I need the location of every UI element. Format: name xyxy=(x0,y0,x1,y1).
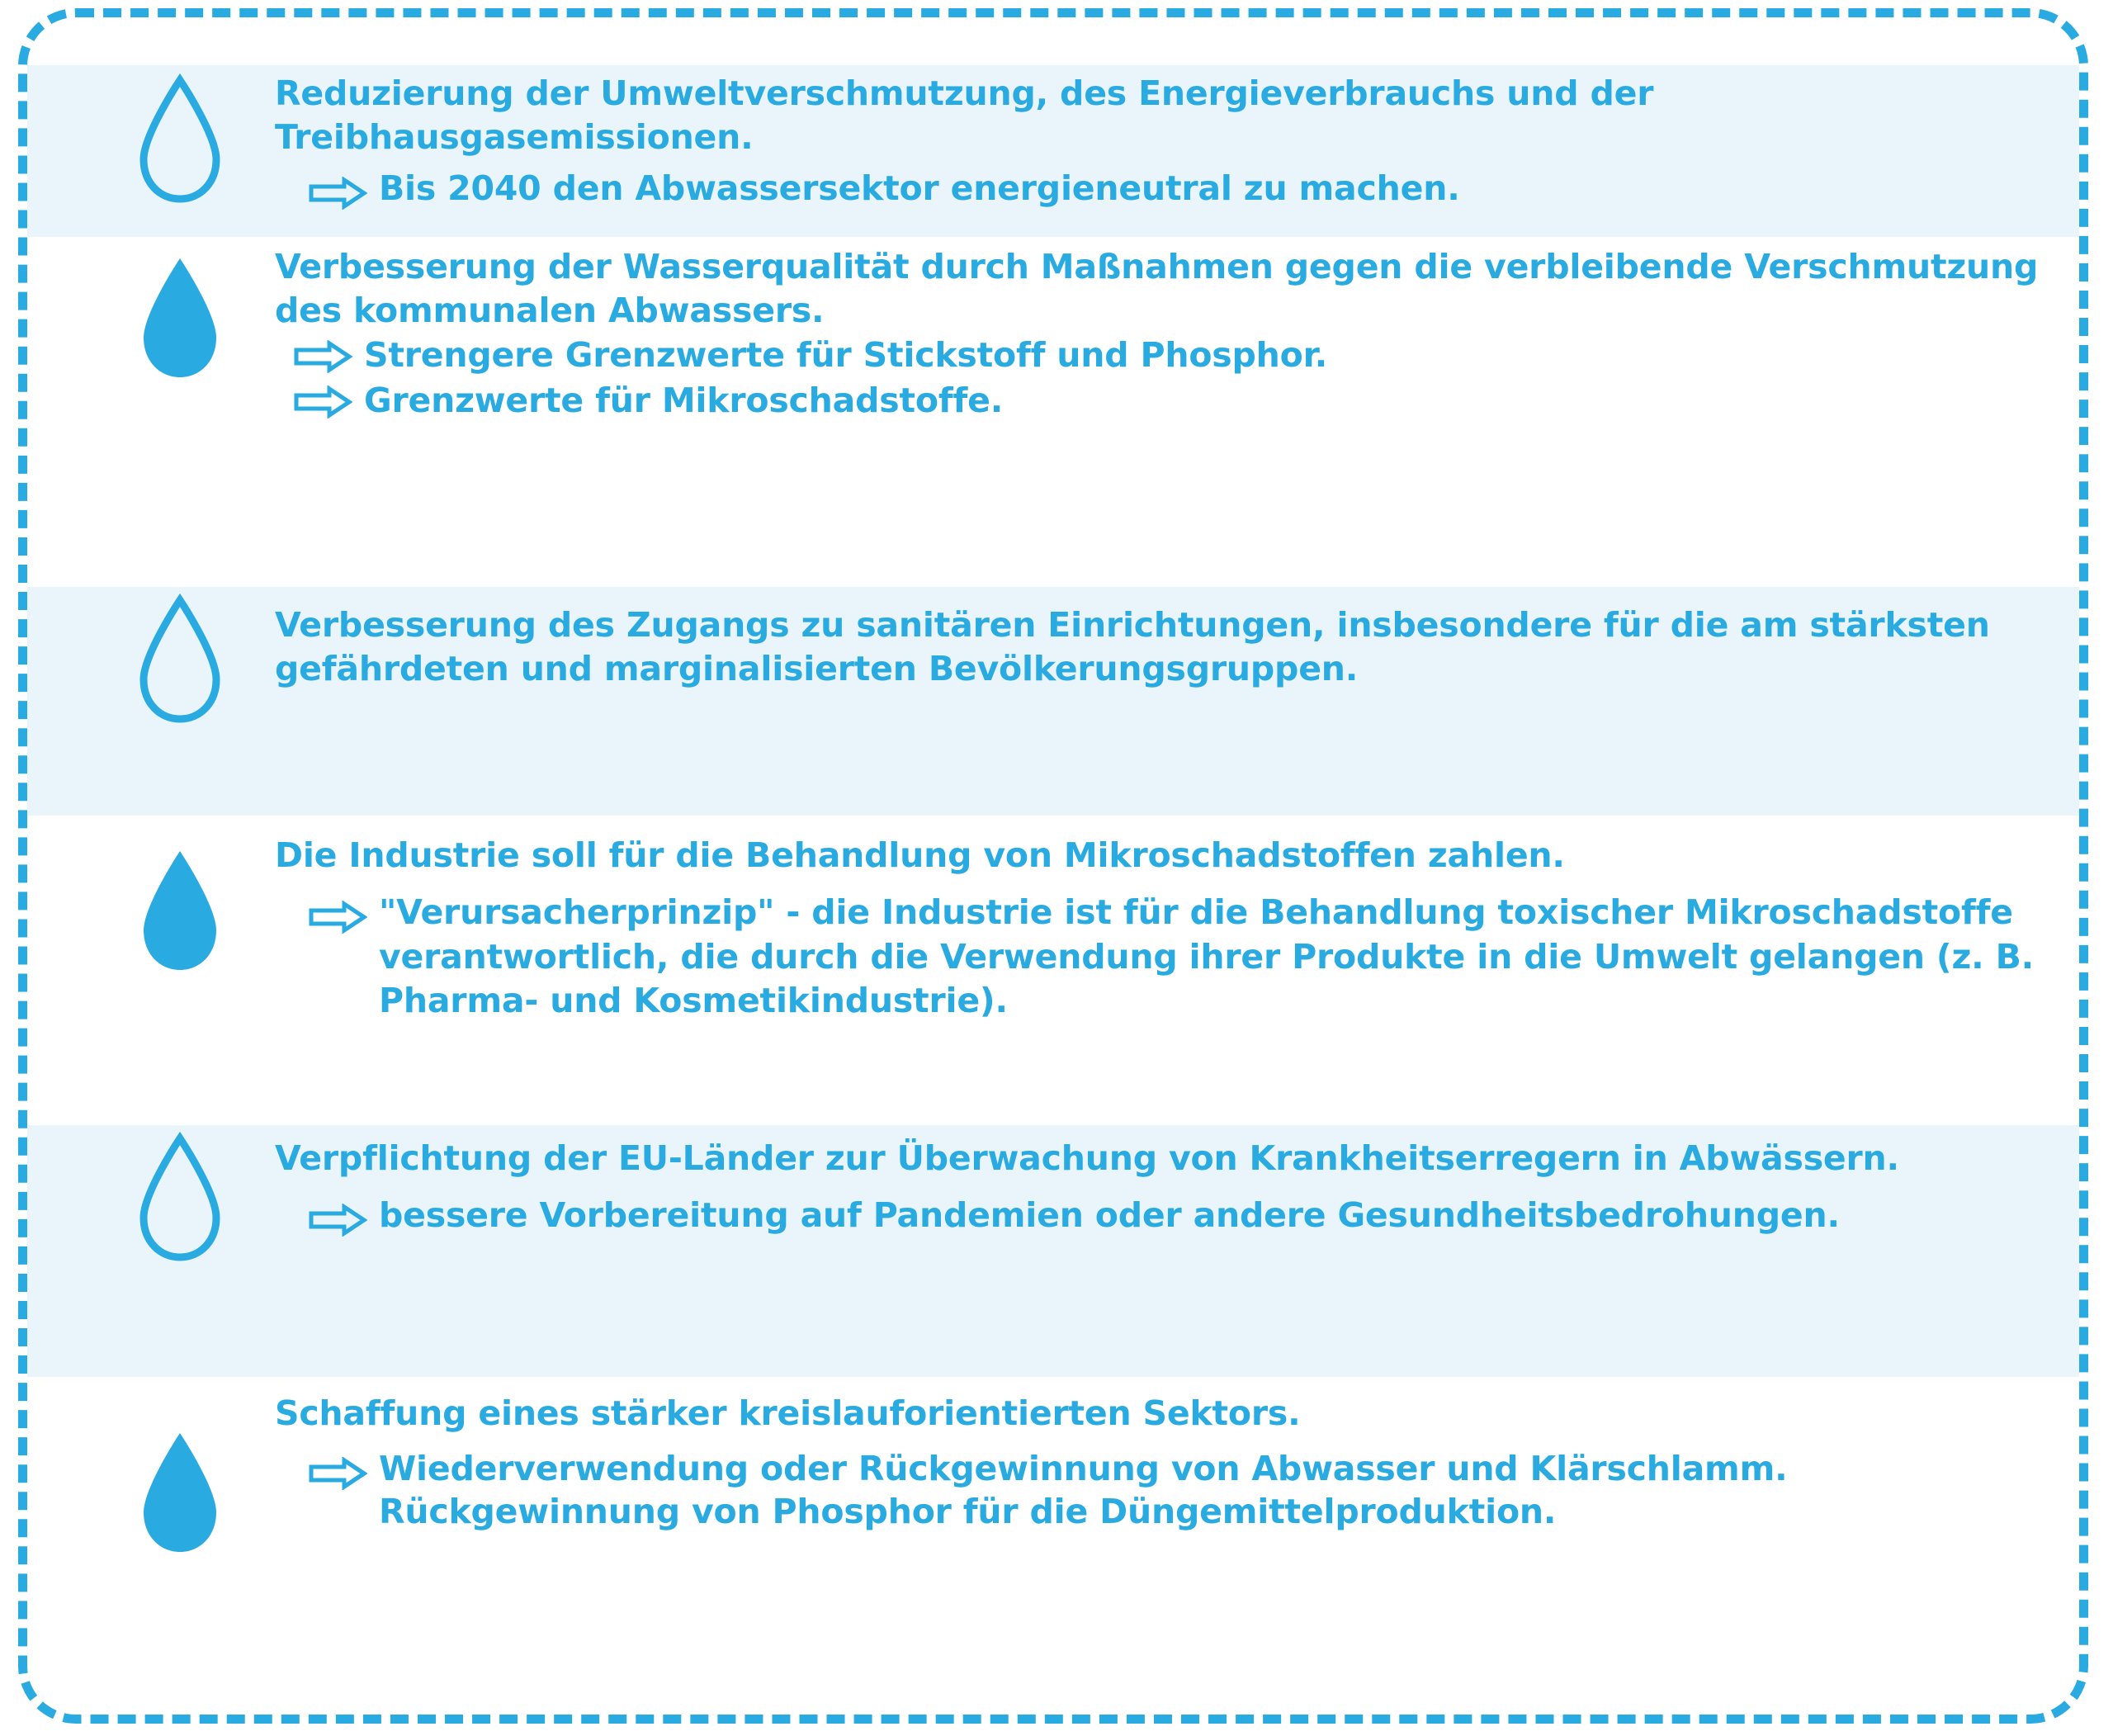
bullet-item xyxy=(275,379,2046,423)
water-drop-filled-icon xyxy=(130,1426,229,1559)
section-headline: Verpflichtung der EU-Länder zur Überwachung von Krankheitserregern in Abwässern. xyxy=(275,1138,1899,1178)
section-row-4 xyxy=(27,816,2079,1125)
drop-icon-cell-5 xyxy=(110,1132,250,1264)
section-text-6 xyxy=(275,1392,2046,1536)
arrow-right-outline-icon xyxy=(293,333,352,376)
arrow-right-outline-icon xyxy=(293,379,352,422)
sections-container xyxy=(27,17,2079,1715)
drop-icon-cell-1 xyxy=(110,73,250,206)
bullet-text: Wiederverwendung oder Rückgewinnung von Abwasser und Klärschlamm. xyxy=(379,1449,1788,1489)
water-drop-outline-icon xyxy=(130,73,229,206)
section-text-3 xyxy=(275,603,2046,692)
arrow-right-outline-icon xyxy=(308,167,367,213)
section-headline: Verbesserung des Zugangs zu sanitären Einrichtungen, insbesondere für die am stärksten gefährdeten und marginalisierten Bevölkerungsgruppen. xyxy=(275,605,1990,689)
section-headline: Verbesserung der Wasserqualität durch Maßnahmen gegen die verbleibende Verschmutzung des kommunalen Abwassers. xyxy=(275,247,2039,331)
section-text-2 xyxy=(275,245,2046,424)
section-bullets xyxy=(275,891,2046,1023)
section-bullets xyxy=(275,167,2046,213)
section-text-5 xyxy=(275,1137,2046,1242)
arrow-right-outline-icon xyxy=(308,1194,367,1240)
bullet-text: bessere Vorbereitung auf Pandemien oder andere Gesundheitsbedrohungen. xyxy=(379,1195,1840,1236)
bullet-item xyxy=(275,167,2046,213)
section-headline: Die Industrie soll für die Behandlung von Mikroschadstoffen zahlen. xyxy=(275,835,1565,875)
section-bullets xyxy=(275,1194,2046,1240)
water-drop-outline-icon xyxy=(130,594,229,726)
dashed-border-frame xyxy=(18,8,2088,1724)
section-row-3 xyxy=(27,587,2079,816)
section-text-4 xyxy=(275,834,2046,1024)
bullet-item xyxy=(275,1194,2046,1240)
arrow-right-outline-icon xyxy=(308,1447,367,1493)
section-bullets xyxy=(275,1447,2046,1534)
drop-icon-cell-3 xyxy=(110,594,250,726)
bullet-text: Rückgewinnung von Phosphor für die Düngemittelproduktion. xyxy=(379,1492,1557,1532)
section-row-5 xyxy=(27,1125,2079,1377)
section-row-1 xyxy=(27,65,2079,237)
section-row-2 xyxy=(27,237,2079,420)
section-row-6 xyxy=(27,1377,2079,1707)
bullet-text: Strengere Grenzwerte für Stickstoff und Phosphor. xyxy=(364,334,1328,375)
bullet-text: "Verursacherprinzip" - die Industrie ist für die Behandlung toxischer Mikroschadstoffe verantwortlich, die durch die Verwendung ihrer Produkte in die Umwelt gelangen (z. B. Pharma- und Kosmetikindustrie). xyxy=(379,892,2035,1020)
drop-icon-cell-2 xyxy=(110,252,250,384)
bullet-item xyxy=(275,333,2046,377)
bullet-item xyxy=(275,1447,2046,1493)
section-headline: Schaffung eines stärker kreislauforientierten Sektors. xyxy=(275,1393,1301,1433)
section-bullets xyxy=(275,333,2046,423)
bullet-item xyxy=(275,891,2046,1023)
drop-icon-cell-6 xyxy=(110,1426,250,1559)
water-drop-filled-icon xyxy=(130,252,229,384)
section-headline: Reduzierung der Umweltverschmutzung, des Energieverbrauchs und der Treibhausgasemissionen. xyxy=(275,73,1654,158)
bullet-text: Bis 2040 den Abwassersektor energieneutral zu machen. xyxy=(379,168,1460,208)
water-drop-filled-icon xyxy=(130,844,229,977)
arrow-right-outline-icon xyxy=(308,891,367,937)
water-drop-outline-icon xyxy=(130,1132,229,1264)
bullet-text: Grenzwerte für Mikroschadstoffe. xyxy=(364,380,1004,420)
section-text-1 xyxy=(275,72,2046,215)
drop-icon-cell-4 xyxy=(110,844,250,977)
